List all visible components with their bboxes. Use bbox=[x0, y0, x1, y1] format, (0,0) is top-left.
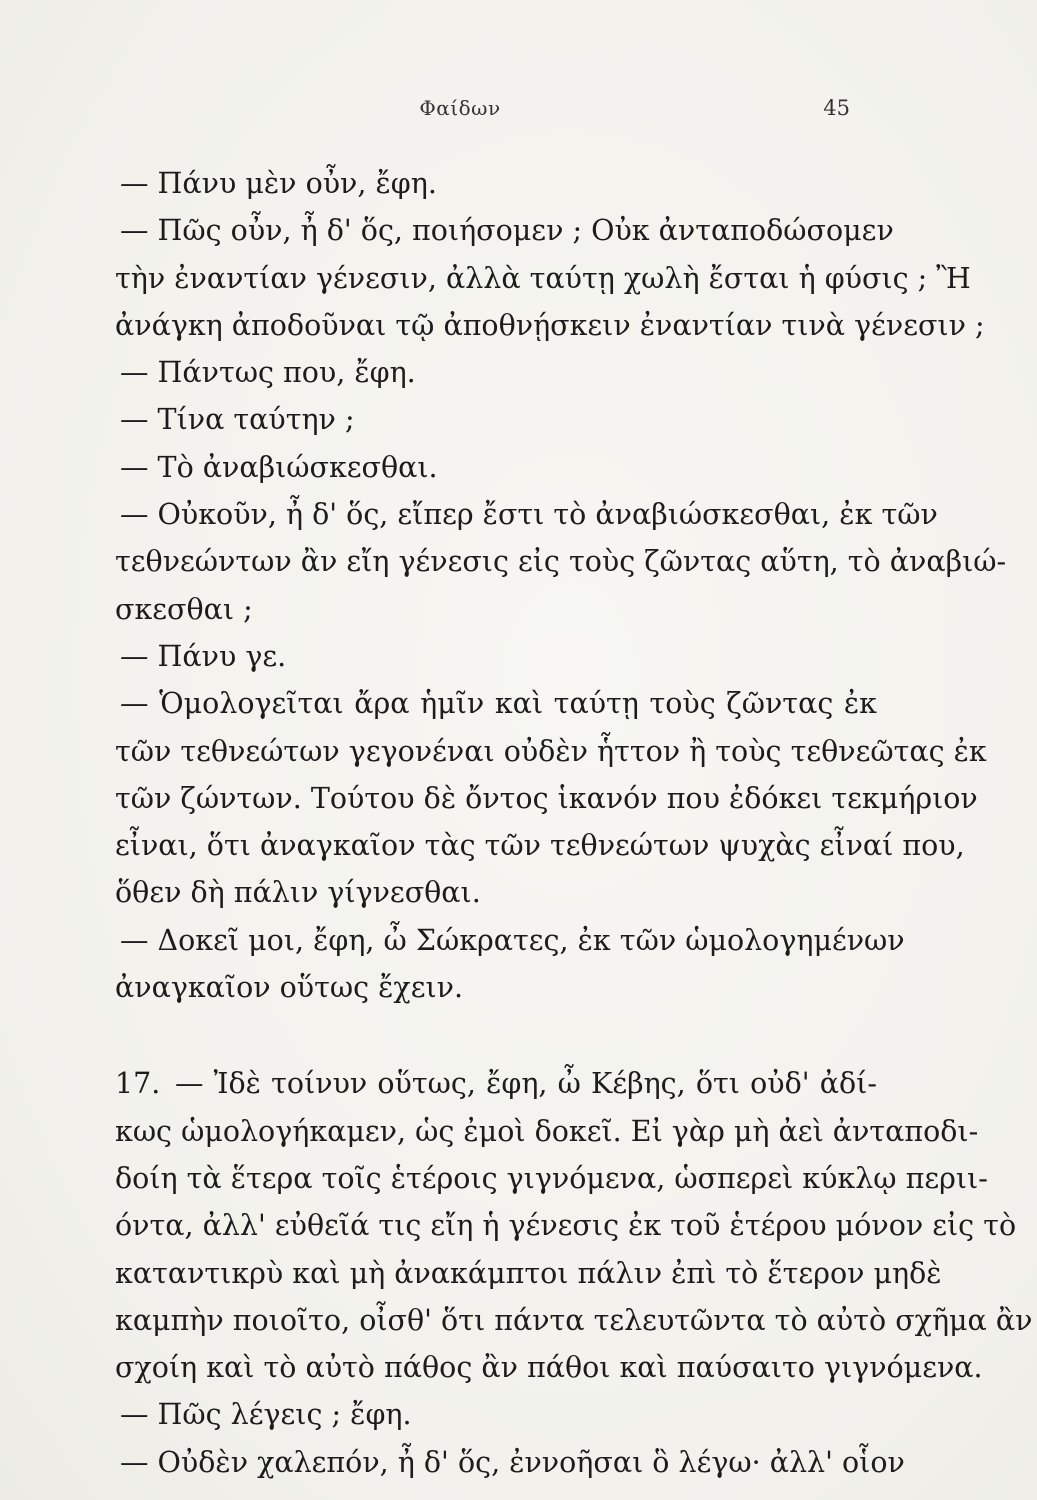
text-line: — Τίνα ταύτην ; bbox=[120, 403, 355, 437]
text-line: καμπὴν ποιοῖτο, οἶσθ' ὅτι πάντα τελευτῶντα τὸ αὐτὸ σχῆμα ἂν bbox=[115, 1303, 1033, 1337]
text-line: ὅθεν δὴ πάλιν γίγνεσθαι. bbox=[115, 876, 481, 910]
text-line: καταντικρὺ καὶ μὴ ἀνακάμπτοι πάλιν ἐπὶ τὸ ἕτερον μηδὲ bbox=[115, 1256, 942, 1290]
section-first-line bbox=[115, 1060, 877, 1107]
text-line: ἀνάγκη ἀποδοῦναι τῷ ἀποθνῄσκειν ἐναντίαν τινὰ γένεσιν ; bbox=[115, 308, 985, 342]
text-line: κως ὡμολογήκαμεν, ὡς ἐμοὶ δοκεῖ. Εἰ γὰρ μὴ ἀεὶ ἀνταποδι- bbox=[115, 1114, 979, 1148]
page-number: 45 bbox=[823, 96, 850, 120]
running-title: Φαίδων bbox=[419, 96, 501, 120]
text-line: ἀναγκαῖον οὕτως ἔχειν. bbox=[115, 971, 464, 1005]
section-spacer bbox=[115, 1011, 877, 1060]
page-body bbox=[115, 160, 1033, 1486]
text-line: τεθνεώντων ἂν εἴη γένεσις εἰς τοὺς ζῶντας αὕτη, τὸ ἀναβιώ- bbox=[115, 545, 1007, 579]
text-line: — Οὐκοῦν, ἦ δ' ὅς, εἴπερ ἔστι τὸ ἀναβιώσκεσθαι, ἐκ τῶν bbox=[120, 498, 938, 532]
text-line: — Πάνυ γε. bbox=[120, 639, 287, 673]
text-line: σκεσθαι ; bbox=[115, 592, 253, 626]
text-line: — Πῶς οὖν, ἦ δ' ὅς, ποιήσομεν ; Οὐκ ἀνταποδώσομεν bbox=[120, 214, 894, 248]
text-line: τὴν ἐναντίαν γένεσιν, ἀλλὰ ταύτῃ χωλὴ ἔσται ἡ φύσις ; Ἢ bbox=[115, 261, 971, 295]
text-line: — Ὁμολογεῖται ἄρα ἡμῖν καὶ ταύτῃ τοὺς ζῶντας ἐκ bbox=[120, 687, 877, 721]
text-line: δοίη τὰ ἕτερα τοῖς ἑτέροις γιγνόμενα, ὡσπερεὶ κύκλῳ περιι- bbox=[115, 1161, 988, 1195]
text-line: εἶναι, ὅτι ἀναγκαῖον τὰς τῶν τεθνεώτων ψυχὰς εἶναί που, bbox=[115, 829, 965, 863]
text-line: — Τὸ ἀναβιώσκεσθαι. bbox=[120, 450, 438, 484]
text-line: τῶν ζώντων. Τούτου δὲ ὄντος ἱκανόν που ἐδόκει τεκμήριον bbox=[115, 781, 978, 815]
text-line: — Πάνυ μὲν οὖν, ἔφη. bbox=[120, 167, 437, 200]
text-line: — Δοκεῖ μοι, ἔφη, ὦ Σώκρατες, ἐκ τῶν ὡμολογημένων bbox=[120, 923, 905, 957]
text-line: — Οὐδὲν χαλεπόν, ἦ δ' ὅς, ἐννοῆσαι ὃ λέγω· ἀλλ' οἷον bbox=[120, 1445, 905, 1479]
text-line: — Πάντως που, ἔφη. bbox=[120, 356, 416, 390]
text-line: — Ἰδὲ τοίνυν οὕτως, ἔφη, ὦ Κέβης, ὅτι οὐδ' ἀδί- bbox=[175, 1067, 877, 1101]
text-line: όντα, ἀλλ' εὐθεῖά τις εἴη ἡ γένεσις ἐκ τοῦ ἑτέρου μόνον εἰς τὸ bbox=[115, 1209, 1017, 1243]
section-number: 17. bbox=[115, 1067, 161, 1101]
text-line: σχοίη καὶ τὸ αὐτὸ πάθος ἂν πάθοι καὶ παύσαιτο γιγνόμενα. bbox=[115, 1351, 983, 1385]
text-line: τῶν τεθνεώτων γεγονέναι οὐδὲν ἧττον ἢ τοὺς τεθνεῶτας ἐκ bbox=[115, 734, 987, 768]
text-line: — Πῶς λέγεις ; ἔφη. bbox=[120, 1398, 412, 1432]
